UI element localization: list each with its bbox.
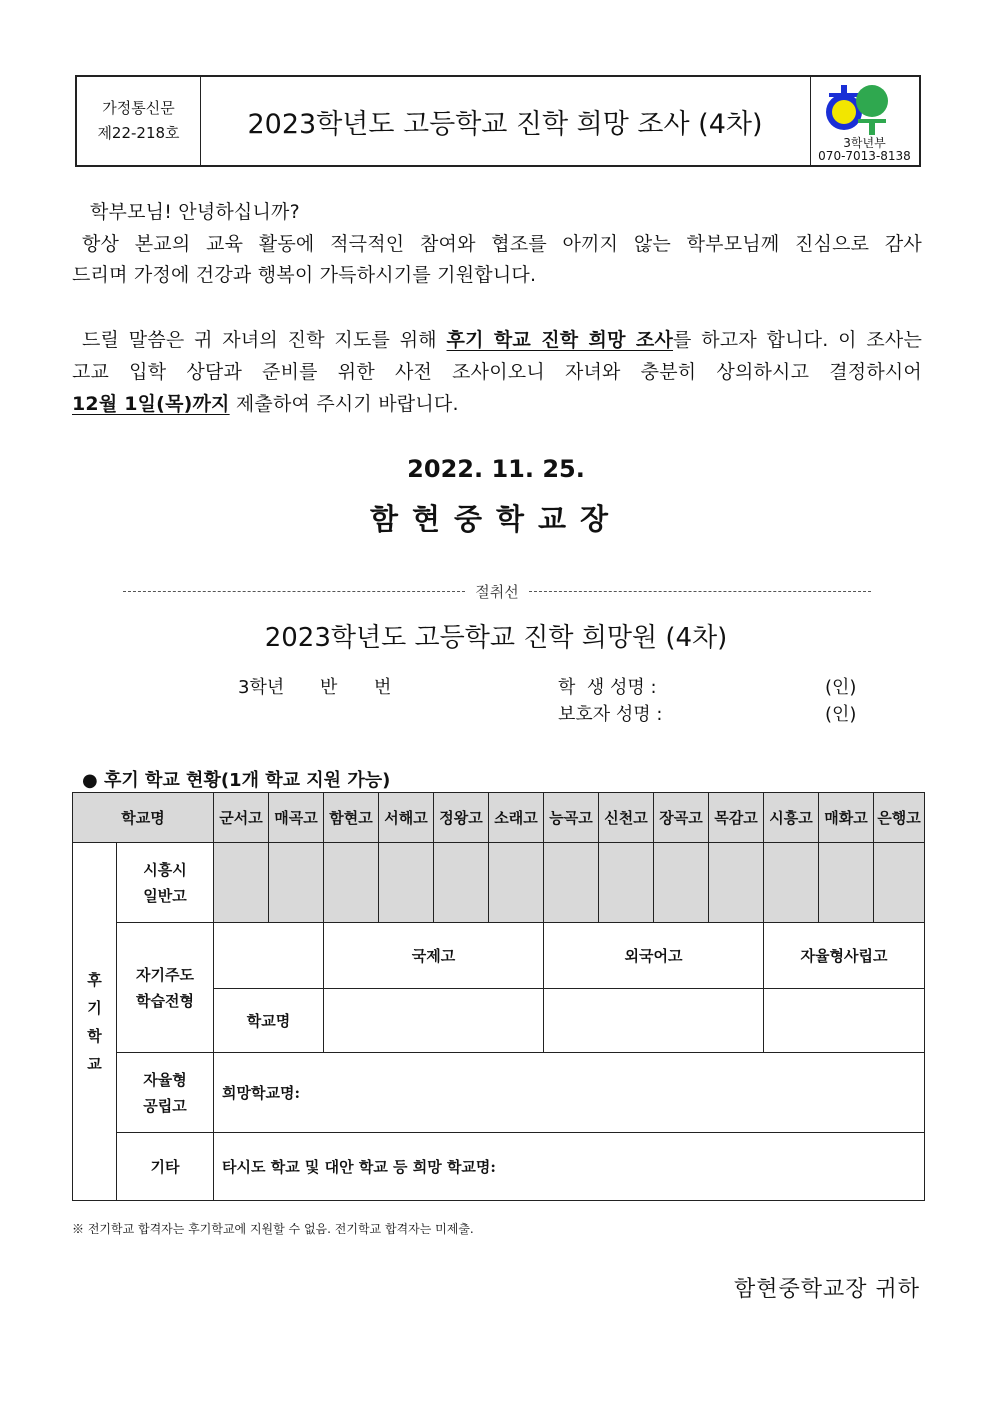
self-directed-label-line1: 자기주도 <box>136 965 194 984</box>
school-gunseo: 군서고 <box>214 793 269 843</box>
foreign-language-school-input[interactable] <box>544 989 764 1053</box>
choice-cell-neunggok[interactable] <box>544 843 599 923</box>
school-choice-table <box>72 792 925 1201</box>
greeting: 학부모님! 안녕하십니까? <box>90 201 300 223</box>
choice-cell-eunhaeng[interactable] <box>874 843 925 923</box>
letter-date: 2022. 11. 25. <box>407 455 585 483</box>
school-logo-icon <box>822 81 892 137</box>
choice-cell-sorae[interactable] <box>489 843 544 923</box>
notice-number: 제22-218호 <box>97 124 180 142</box>
school-emblem-cell <box>810 77 919 165</box>
principal-name: 함현중학교장 <box>369 502 623 536</box>
group-char-3: 학 <box>87 1026 102 1045</box>
school-neunggok: 능곡고 <box>544 793 599 843</box>
group-char-2: 기 <box>87 998 102 1017</box>
public-autonomous-label <box>117 1053 214 1133</box>
self-directed-school-label: 학교명 <box>214 989 324 1053</box>
notice-type: 가정통신문 <box>102 99 175 117</box>
para2-end: 제출하여 주시기 바랍니다. <box>229 393 459 415</box>
school-siheung: 시흥고 <box>764 793 819 843</box>
international-school-input[interactable] <box>324 989 544 1053</box>
type-foreign-language: 외국어고 <box>544 923 764 989</box>
school-jeongwang: 정왕고 <box>434 793 489 843</box>
grade-label: 3학년 <box>238 677 285 698</box>
type-autonomous-private: 자율형사립고 <box>764 923 925 989</box>
school-seohae: 서해고 <box>379 793 434 843</box>
deadline: 12월 1일(목)까지 <box>72 393 230 415</box>
letter-para1-line1: 항상 본교의 교육 활동에 적극적인 참여와 협조를 아끼지 않는 학부모님께 진심으로 감사 <box>82 233 922 255</box>
public-autonomous-label-line2: 공립고 <box>143 1096 187 1115</box>
general-high-label <box>117 843 214 923</box>
cut-line-dashes-left <box>123 591 465 592</box>
cut-line <box>123 581 871 602</box>
school-maegok: 매곡고 <box>269 793 324 843</box>
other-school-input[interactable]: 타시도 학교 및 대안 학교 등 희망 학교명: <box>214 1133 925 1201</box>
choice-cell-maegok[interactable] <box>269 843 324 923</box>
general-high-label-line1: 시흥시 <box>143 860 187 879</box>
guardian-seal: (인) <box>825 704 857 725</box>
group-char-1: 후 <box>87 970 102 989</box>
school-eunhaeng: 은행고 <box>874 793 925 843</box>
choice-cell-maehwa[interactable] <box>819 843 874 923</box>
document-title: 2023학년도 고등학교 진학 희망 조사 (4차) <box>200 77 811 165</box>
self-directed-type-row <box>73 923 925 989</box>
letter-para2-line3 <box>72 389 922 416</box>
autonomous-private-school-input[interactable] <box>764 989 925 1053</box>
cut-line-label: 절취선 <box>475 583 519 601</box>
letter-para2-line2: 고교 입학 상담과 준비를 위한 사전 조사이오니 자녀와 충분히 상의하시고 결정하시어 <box>72 361 922 383</box>
choice-cell-janggok[interactable] <box>654 843 709 923</box>
school-sorae: 소래고 <box>489 793 544 843</box>
section-heading: ● 후기 학교 현황(1개 학교 지원 가능) <box>82 770 391 791</box>
public-autonomous-input[interactable]: 희망학교명: <box>214 1053 925 1133</box>
general-high-row <box>73 843 925 923</box>
para2-text-b: 를 하고자 합니다. 이 조사는 <box>673 329 922 351</box>
para2-text-a: 드릴 말씀은 귀 자녀의 진학 지도를 위해 <box>82 329 447 351</box>
footnote: ※ 전기학교 합격자는 후기학교에 지원할 수 없음. 전기학교 합격자는 미제출. <box>72 1222 474 1236</box>
school-sincheon: 신천고 <box>599 793 654 843</box>
department-phone: 070-7013-8138 <box>818 149 911 163</box>
self-directed-label-line2: 학습전형 <box>136 991 194 1010</box>
group-char-4: 교 <box>87 1054 102 1073</box>
late-school-group-label <box>73 843 117 1201</box>
school-maehwa: 매화고 <box>819 793 874 843</box>
school-hamhyeon: 함현고 <box>324 793 379 843</box>
choice-cell-siheung[interactable] <box>764 843 819 923</box>
school-janggok: 장곡고 <box>654 793 709 843</box>
choice-cell-jeongwang[interactable] <box>434 843 489 923</box>
student-seal: (인) <box>825 677 857 698</box>
letter-para2-line1 <box>72 325 922 352</box>
school-header-row <box>73 793 925 843</box>
choice-cell-hamhyeon[interactable] <box>324 843 379 923</box>
guardian-name-label: 보호자 성명 : <box>558 704 663 725</box>
survey-name: 후기 학교 진학 희망 조사 <box>446 329 674 351</box>
choice-cell-seohae[interactable] <box>379 843 434 923</box>
choice-cell-sincheon[interactable] <box>599 843 654 923</box>
type-international: 국제고 <box>324 923 544 989</box>
choice-cell-gunseo[interactable] <box>214 843 269 923</box>
school-name-header: 학교명 <box>73 793 214 843</box>
public-autonomous-label-line1: 자율형 <box>143 1070 187 1089</box>
self-directed-label <box>117 923 214 1053</box>
other-row <box>73 1133 925 1201</box>
choice-cell-mokgam[interactable] <box>709 843 764 923</box>
header-box <box>75 75 921 167</box>
form-title: 2023학년도 고등학교 진학 희망원 (4차) <box>264 623 728 653</box>
self-directed-corner <box>214 923 324 989</box>
number-label: 번 <box>374 677 392 698</box>
department-name: 3학년부 <box>843 136 886 150</box>
class-label: 반 <box>320 677 338 698</box>
notice-label <box>77 77 201 165</box>
cut-line-dashes-right <box>529 591 871 592</box>
addressee: 함현중학교장 귀하 <box>733 1277 920 1302</box>
school-mokgam: 목감고 <box>709 793 764 843</box>
letter-para1-line2: 드리며 가정에 건강과 행복이 가득하시기를 기원합니다. <box>72 264 537 286</box>
public-autonomous-row <box>73 1053 925 1133</box>
general-high-label-line2: 일반고 <box>143 886 187 905</box>
student-name-label: 학 생 성명 : <box>558 677 657 698</box>
other-label: 기타 <box>117 1133 214 1201</box>
